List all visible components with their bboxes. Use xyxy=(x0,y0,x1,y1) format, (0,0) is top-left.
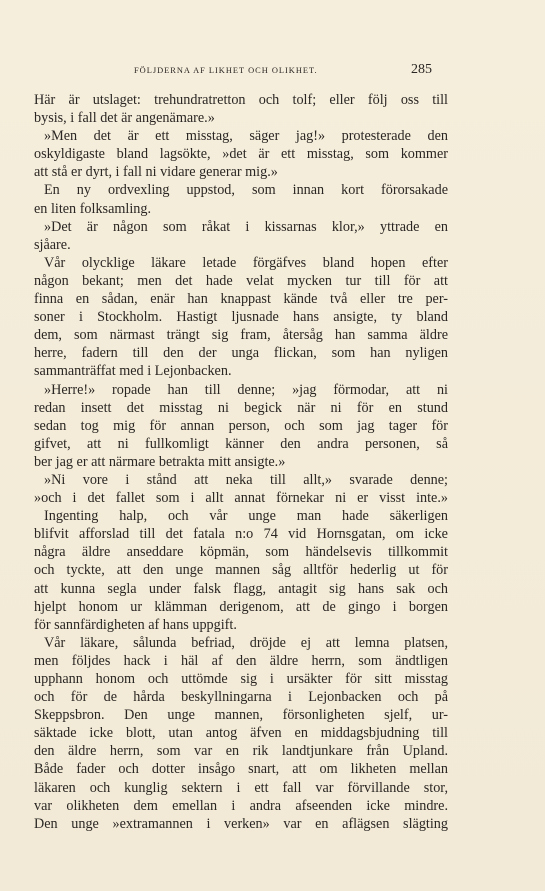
text-line: Ingenting halp, och vår unge man hade säkerligen xyxy=(44,508,448,525)
text-line: var olikheten dem emellan i andra afseenden icke mindre. xyxy=(34,797,448,814)
text-line: »och i det fallet som i allt annat förnekar ni er visst inte.» xyxy=(34,490,448,507)
text-line: herre, fadern till den der unga flickan, som han nyligen xyxy=(34,345,448,362)
text-line: »Ni vore i stånd att neka till allt,» svarade denne; xyxy=(44,471,448,488)
text-line: men följdes hack i häl af den äldre herrn, som ändtligen xyxy=(34,652,448,669)
text-line: redan insett det misstag ni begick när ni för en stund xyxy=(34,399,448,416)
text-line: läkaren och kunglig sektern i ett fall var förvillande stor, xyxy=(34,779,448,796)
text-line: att stå er dyrt, i fall ni vidare generar mig.» xyxy=(34,164,278,181)
text-line: En ny ordvexling uppstod, som innan kort förorsakade xyxy=(44,182,448,199)
text-line: dem, som närmast trängt sig fram, återsåg han samma äldre xyxy=(34,327,448,344)
text-line: finna en sådan, enär han knappast kände två eller tre per- xyxy=(34,291,448,308)
text-line: och tyckte, att den unge mannen såg alltför hederlig ut för xyxy=(34,562,448,579)
text-line: Vår läkare, sålunda befriad, dröjde ej att lemna platsen, xyxy=(44,634,448,651)
text-line: Vår olycklige läkare letade förgäfves bland hopen efter xyxy=(44,254,448,271)
body-text xyxy=(34,91,448,833)
text-line: hjelpt honom ur klämman derigenom, att de gingo i borgen xyxy=(34,598,448,615)
text-line: Skeppsbron. Den unge mannen, försonligheten sjelf, ur- xyxy=(34,707,448,724)
page-header xyxy=(0,62,545,80)
text-line: sedan tog mig för annan person, och som jag tager för xyxy=(34,417,448,434)
text-line: upphann honom och uttömde sig i ursäkter för sitt misstag xyxy=(34,671,448,687)
text-line: och för de hårda beskyllningarna i Lejonbacken och på xyxy=(34,689,448,706)
text-line: för sannfärdigheten af hans uppgift. xyxy=(34,616,237,633)
text-line: sjåare. xyxy=(34,236,71,253)
text-line: »Herre!» ropade han till denne; »jag förmodar, att ni xyxy=(44,381,448,398)
text-line: sammanträffat med i Lejonbacken. xyxy=(34,363,232,380)
text-line: den äldre herrn, som var en rik landtjunkare från Upland. xyxy=(34,743,448,760)
text-line: Här är utslaget: trehundratretton och tolf; eller följ oss till xyxy=(34,92,448,108)
text-line: bysis, i fall det är angenämare.» xyxy=(34,110,215,127)
text-line: att kunna segla under falsk flagg, antagit sig hans sak och xyxy=(34,580,448,597)
text-line: »Det är någon som råkat i kissarnas klor,» yttrade en xyxy=(44,218,448,235)
text-line: Den unge »extramannen i verken» var en aflägsen slägting xyxy=(34,815,448,832)
text-line: ber jag er att närmare betrakta mitt ansigte.» xyxy=(34,453,286,470)
text-line: soner i Stockholm. Hastigt ljusnade hans ansigte, ty bland xyxy=(34,309,448,326)
text-line: någon bekant; men det hade velat mycken tur till för att xyxy=(34,272,448,289)
text-line: säktade icke blott, utan antog äfven en middagsbjudning till xyxy=(34,725,448,742)
text-line: en liten folksamling. xyxy=(34,200,152,217)
text-line: »Men det är ett misstag, säger jag!» protesterade den xyxy=(44,128,448,145)
page-number: 285 xyxy=(411,62,432,77)
text-line: några äldre anseddare köpmän, som händelsevis tillkommit xyxy=(34,544,448,561)
running-title: FÖLJDERNA AF LIKHET OCH OLIKHET. xyxy=(134,66,318,75)
text-line: gifvet, att ni fullkomligt känner den andra personen, så xyxy=(34,435,448,452)
text-line: oskyldigaste bland lagsökte, »det är ett misstag, som kommer xyxy=(34,146,448,163)
text-line: blifvit afforslad till det fatala n:o 74 vid Hornsgatan, om icke xyxy=(34,526,448,543)
text-line: Både fader och dotter insågo snart, att om likheten mellan xyxy=(34,761,448,778)
